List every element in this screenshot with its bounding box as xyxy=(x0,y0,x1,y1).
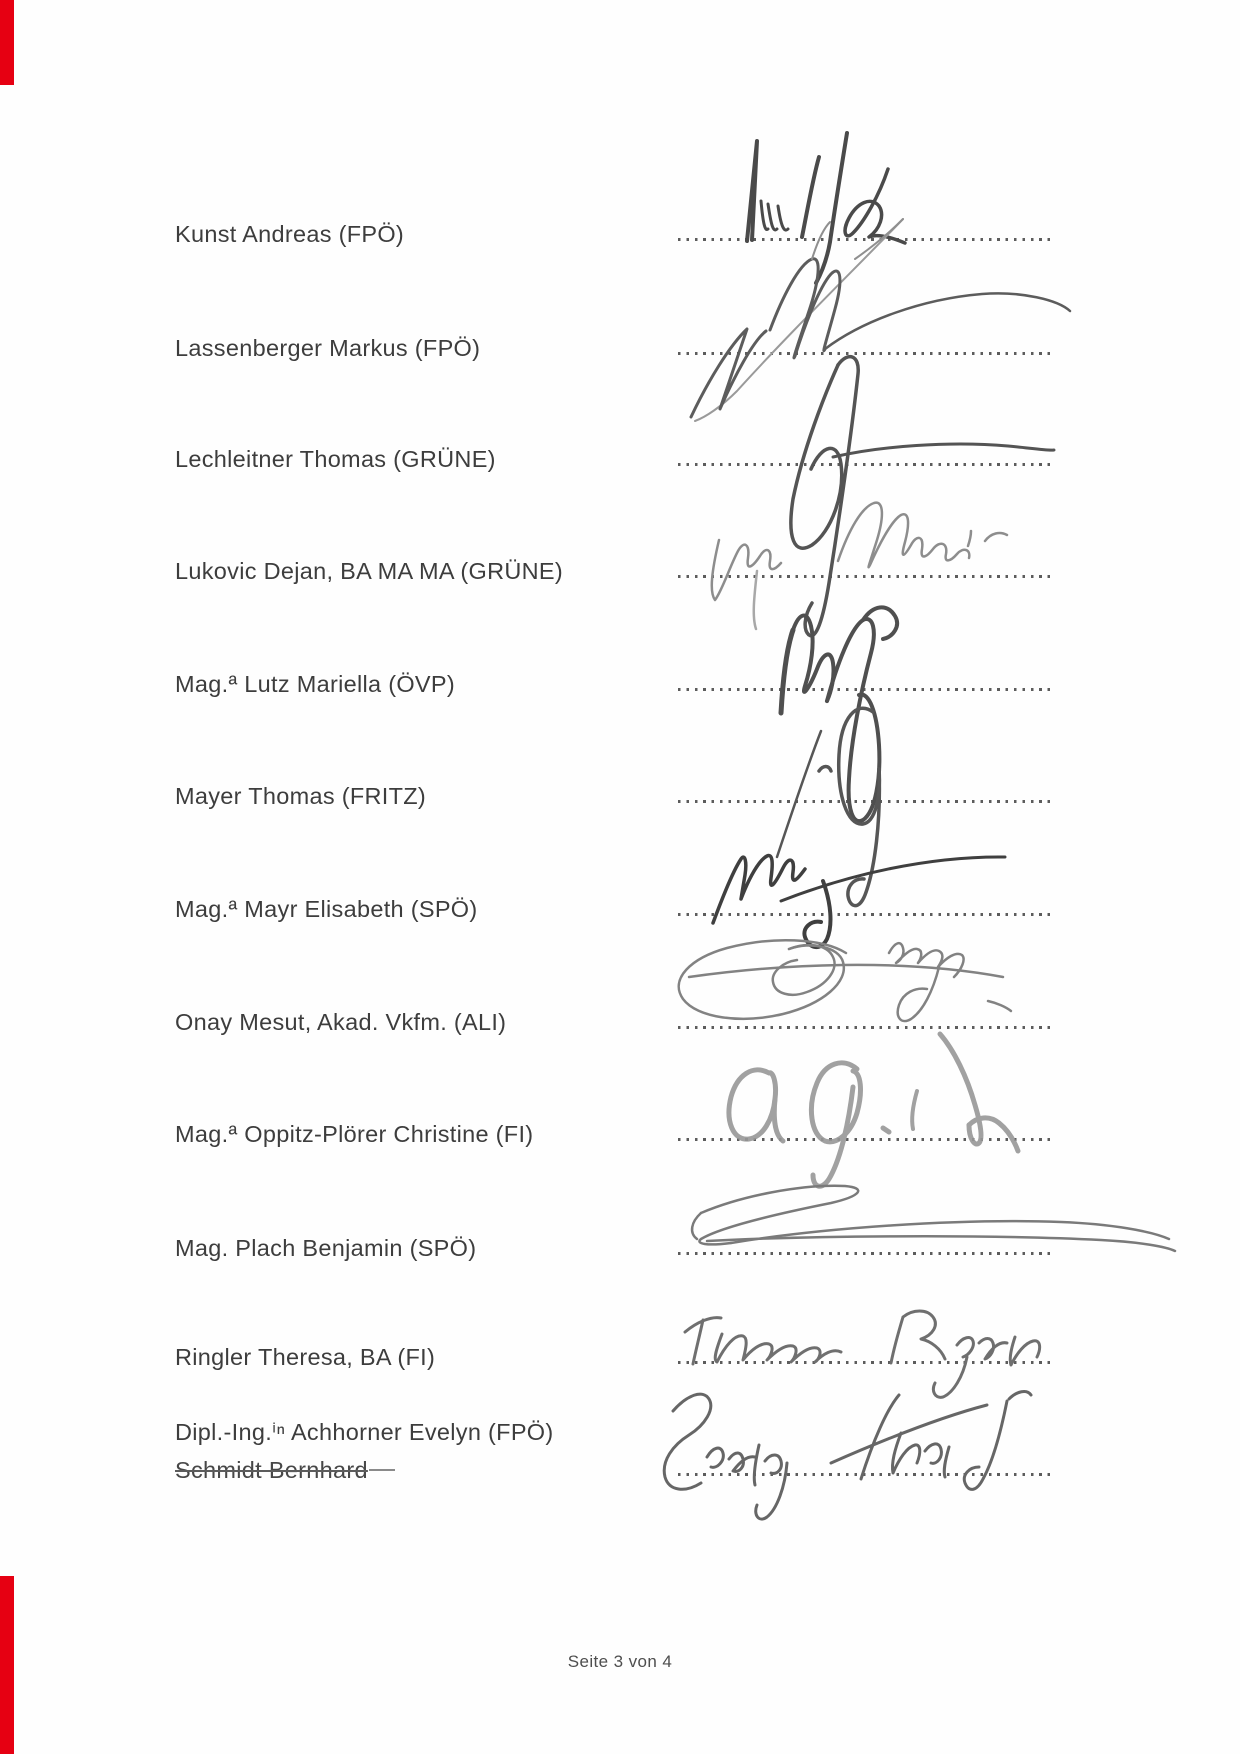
signature-kunst-andreas xyxy=(695,133,905,421)
signature-lassenberger-markus xyxy=(691,222,1070,417)
signer-name-lutz: Mag.ª Lutz Mariella (ÖVP) xyxy=(175,671,455,697)
signer-name-mayer: Mayer Thomas (FRITZ) xyxy=(175,783,427,809)
signature-line xyxy=(678,688,1052,691)
signer-name-plach: Mag. Plach Benjamin (SPÖ) xyxy=(175,1235,477,1261)
signature-line xyxy=(678,800,1052,803)
signer-name-schmidt-struck: Schmidt Bernhard xyxy=(175,1456,395,1484)
signature-line xyxy=(678,575,1052,578)
signature-onay-mesut xyxy=(679,940,1011,1021)
signature-line xyxy=(678,463,1052,466)
signature-line xyxy=(678,1138,1052,1141)
signature-line xyxy=(678,1252,1052,1255)
red-scan-mark-top xyxy=(0,0,14,85)
signer-name-lechleitner: Lechleitner Thomas (GRÜNE) xyxy=(175,446,496,472)
signature-lukovic-dejan xyxy=(712,503,1007,629)
signature-line xyxy=(678,1473,1052,1476)
signature-mayer-thomas xyxy=(777,708,879,905)
signer-name-mayr: Mag.ª Mayr Elisabeth (SPÖ) xyxy=(175,896,478,922)
signer-name-achhorner: Dipl.-Ing.ⁱⁿ Achhorner Evelyn (FPÖ) xyxy=(175,1419,554,1445)
signature-mayr-elisabeth xyxy=(713,856,1005,948)
signer-name-onay: Onay Mesut, Akad. Vkfm. (ALI) xyxy=(175,1009,507,1035)
signer-name-lassenberger: Lassenberger Markus (FPÖ) xyxy=(175,335,481,361)
signature-lutz-mariella xyxy=(781,607,897,821)
signature-line xyxy=(678,1361,1052,1364)
signature-oppitz-ploerer-christine xyxy=(729,1034,1018,1186)
signature-achhorner-evelyn xyxy=(664,1392,1031,1520)
signature-line xyxy=(678,238,1052,241)
signature-lechleitner-thomas xyxy=(791,357,1054,636)
signer-name-ringler: Ringler Theresa, BA (FI) xyxy=(175,1344,436,1370)
signature-plach-benjamin xyxy=(692,1186,1175,1251)
signer-name-oppitz-ploerer: Mag.ª Oppitz-Plörer Christine (FI) xyxy=(175,1121,534,1147)
signature-ringler-theresa xyxy=(685,1311,1040,1397)
signature-line xyxy=(678,913,1052,916)
signer-name-kunst: Kunst Andreas (FPÖ) xyxy=(175,221,405,247)
page-number: Seite 3 von 4 xyxy=(567,1652,673,1671)
signer-name-lukovic: Lukovic Dejan, BA MA MA (GRÜNE) xyxy=(175,558,564,584)
signature-line xyxy=(678,1026,1052,1029)
signature-line xyxy=(678,352,1052,355)
